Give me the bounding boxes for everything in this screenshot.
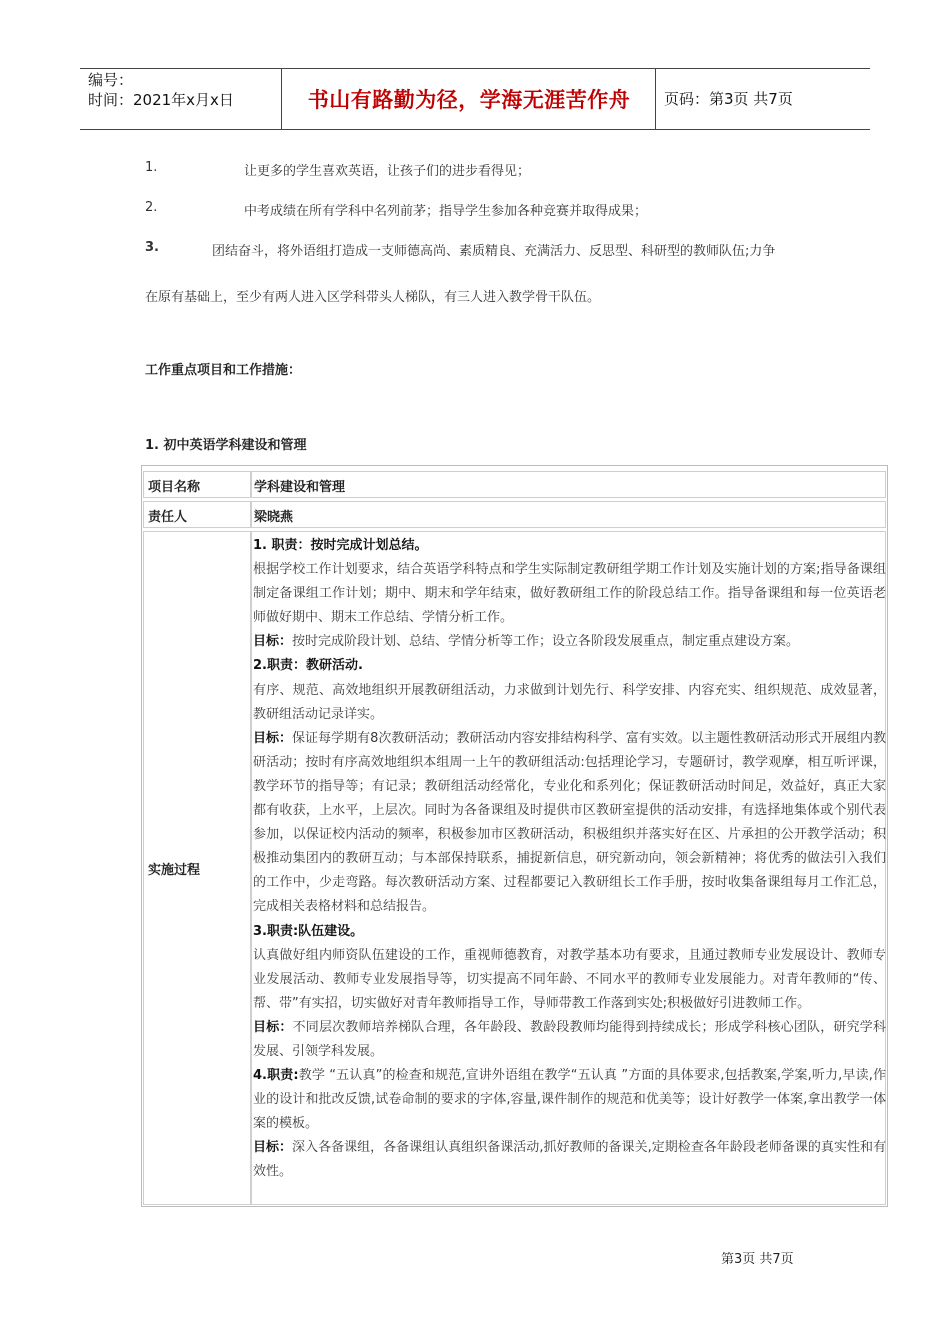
goal-1-text: 让更多的学生喜欢英语，让孩子们的进步看得见；	[244, 164, 531, 179]
serial-label: 编号：	[88, 71, 134, 89]
goal-1-number: 1.	[145, 160, 158, 175]
goal-3-continuation: 在原有基础上，至少有两人进入区学科带头人梯队，有三人进入教学骨干队伍。	[145, 290, 601, 305]
duty-3-goal-label: 目标：	[253, 1019, 293, 1035]
duty-4-title: 4.职责:	[253, 1068, 299, 1084]
section-heading: 工作重点项目和工作措施：	[145, 363, 302, 378]
goal-2-number: 2.	[145, 200, 158, 215]
duty-1-title: 1. 职责：按时完成计划总结。	[253, 538, 428, 553]
time-label: 时间：2021年x月x日	[88, 91, 234, 109]
duty-1-goal: 按时完成阶段计划、总结、学情分析等工作；设立各阶段发展重点，制定重点建设方案。	[292, 634, 800, 650]
duty-2-body: 有序、规范、高效地组织开展教研组活动，力求做到计划先行、科学安排、内容充实、组织规范、成效显著，教研组活动记录详实。	[253, 682, 886, 722]
footer-page-number: 第3页 共7页	[721, 1252, 794, 1267]
header-bottom-rule	[80, 129, 870, 130]
owner-label: 责任人	[143, 501, 251, 528]
duty-1-body: 根据学校工作计划要求，结合英语学科特点和学生实际制定教研组学期工作计划及实施计划的方案;指导备课组制定备课组工作计划；期中、期末和学年结束，做好教研组工作的阶段总结工作。指导备课组和每一位英语老师做好期中、期末工作总结、学情分析工作。	[253, 562, 886, 626]
process-label: 实施过程	[148, 862, 201, 878]
duty-2-goal-label: 目标：	[253, 730, 293, 746]
duty-4-goal: 深入各备课组，各备课组认真组织备课活动,抓好教师的备课关,定期检查各年龄段老师备课的真实性和有效性。	[253, 1140, 886, 1180]
duty-1-goal-label: 目标：	[253, 634, 293, 650]
project-name-label: 项目名称	[143, 471, 251, 498]
duty-4-goal-label: 目标：	[253, 1140, 293, 1156]
goal-3-text: 团结奋斗，将外语组打造成一支师德高尚、素质精良、充满活力、反思型、科研型的教师队伍;力争	[212, 244, 776, 259]
process-content	[253, 534, 886, 1202]
header-page-number: 页码：第3页 共7页	[664, 90, 793, 108]
duty-3-goal: 不同层次教师培养梯队合理，各年龄段、教龄段教师均能得到持续成长；形成学科核心团队，研究学科发展、引领学科发展。	[253, 1019, 886, 1059]
header-meta	[88, 70, 234, 110]
owner-value: 梁晓燕	[251, 501, 886, 528]
duty-2-title: 2.职责：教研活动.	[253, 658, 363, 674]
duty-3-title: 3.职责:队伍建设。	[253, 923, 364, 939]
process-label-cell	[143, 531, 251, 1205]
goal-3-number: 3.	[145, 240, 159, 255]
header-motto: 书山有路勤为径，学海无涯苦作舟	[307, 88, 631, 112]
duty-4-body: 教学 “五认真”的检查和规范,宣讲外语组在教学“五认真 ”方面的具体要求,包括教案,学案,听力,早读,作业的设计和批改反馈,试卷命制的要求的字体,容量,课件制作的规范和优美等；设计好教学一体案,拿出教学一体案的模板。	[253, 1068, 886, 1132]
duty-3-body: 认真做好组内师资队伍建设的工作，重视师德教育，对教学基本功有要求，且通过教师专业发展设计、教师专业发展活动、教师专业发展指导等，切实提高不同年龄、不同水平的教师专业发展能力。对青年教师的“传、帮、带”有实招，切实做好对青年教师指导工作，导师带教工作落到实处;积极做好引进教师工作。	[253, 947, 886, 1011]
goal-2-text: 中考成绩在所有学科中名列前茅；指导学生参加各种竞赛并取得成果；	[244, 204, 648, 219]
header-top-rule	[80, 68, 870, 69]
project-name-value: 学科建设和管理	[251, 471, 886, 498]
duty-2-goal: 保证每学期有8次教研活动；教研活动内容安排结构科学、富有实效。以主题性教研活动形式开展组内教研活动；按时有序高效地组织本组周一上午的教研组活动:包括理论学习，专题研讨，教学观摩，相互听评课，教学环节的指导等；有记录；教研组活动经常化，专业化和系列化；保证教研活动时间足，效益好，真正大家都有收获，上水平，上层次。同时为各备课组及时提供市区教研室提供的活动安排，有选择地集体或个别代表参加，以保证校内活动的频率，积极参加市区教研活动，积极组织并落实好在区、片承担的公开教学活动；积极推动集团内的教研互动；与本部保持联系，捕捉新信息，研究新动向，领会新精神；将优秀的做法引入我们的工作中，少走弯路。每次教研活动方案、过程都要记入教研组长工作手册，按时收集备课组每月工作汇总，完成相关表格材料和总结报告。	[253, 730, 886, 915]
sub-heading: 1. 初中英语学科建设和管理	[145, 438, 307, 453]
